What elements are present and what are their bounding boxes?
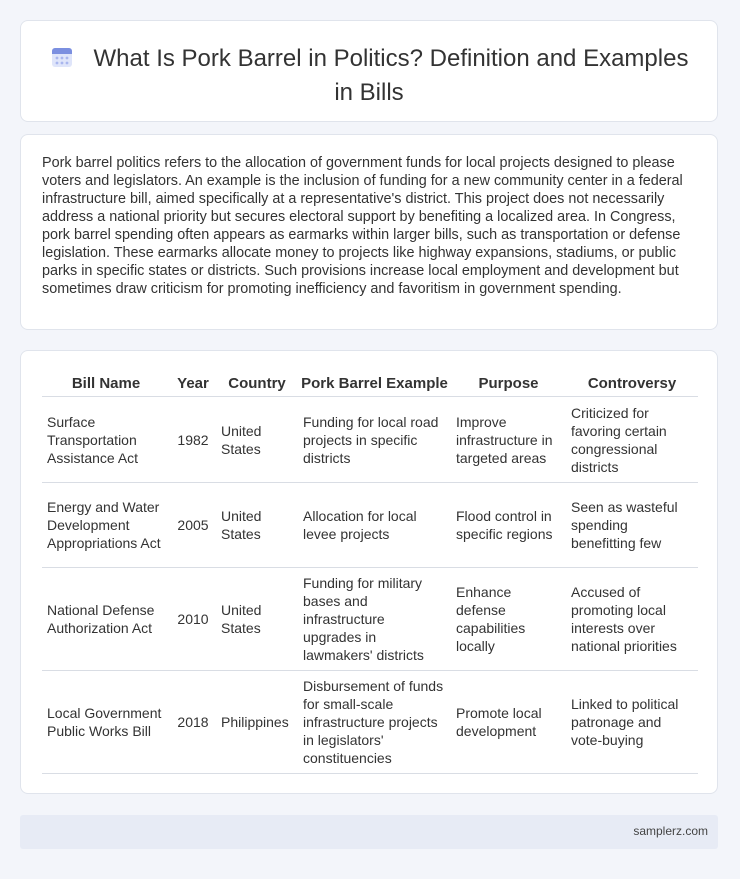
page-title-wrap [41,43,697,108]
header-country: Country [228,375,286,392]
footer-site-link[interactable]: samplerz.com [633,824,708,838]
table-header-row [42,371,698,397]
cell-country: Philippines [216,671,298,774]
cell-purpose: Promote local development [451,671,566,774]
cell-bill-name: Local Government Public Works Bill [42,671,170,774]
header-year: Year [177,375,209,392]
cell-bill-name: National Defense Authorization Act [42,568,170,671]
cell-controversy: Accused of promoting local interests over national priorities [566,568,698,671]
footer-bar [20,815,718,849]
cell-purpose: Improve infrastructure in targeted areas [451,397,566,483]
cell-controversy: Seen as wasteful spending benefitting few [566,483,698,568]
header-bill-name: Bill Name [71,375,141,392]
cell-example: Funding for military bases and infrastructure upgrades in lawmakers' districts [298,568,451,671]
bills-table [42,371,698,774]
table-card [20,350,718,794]
cell-year: 2005 [170,483,216,568]
table-row [42,671,698,774]
cell-year: 2010 [170,568,216,671]
cell-example: Allocation for local levee projects [298,483,451,568]
cell-purpose: Flood control in specific regions [451,483,566,568]
table-row [42,568,698,671]
header-controversy: Controversy [587,375,677,392]
cell-country: United States [216,397,298,483]
table-row [42,483,698,568]
cell-country: United States [216,483,298,568]
intro-card [20,134,718,330]
header-pork-barrel-example: Pork Barrel Example [301,375,448,392]
header-purpose: Purpose [478,375,539,392]
table-row [42,397,698,483]
cell-year: 1982 [170,397,216,483]
cell-purpose: Enhance defense capabilities locally [451,568,566,671]
intro-paragraph: Pork barrel politics refers to the allocation of government funds for local projects designed to please voters and legislators. An example is the inclusion of funding for a new community center in a federal infrastructure bill, aimed specifically at a representative's district. This project does not necessarily address a national priority but secures electoral support by benefiting a localized area. In Congress, pork barrel spending often appears as earmarks within larger bills, such as transportation or defense legislation. These earmarks allocate money to projects like highway expansions, stadiums, or public parks in specific states or districts. Such provisions increase local employment and development but sometimes draw criticism for promoting inefficiency and favoritism in government spending. [42,155,683,297]
cell-country: United States [216,568,298,671]
cell-controversy: Criticized for favoring certain congressional districts [566,397,698,483]
cell-example: Funding for local road projects in specific districts [298,397,451,483]
cell-example: Disbursement of funds for small-scale infrastructure projects in legislators' constituencies [298,671,451,774]
calendar-icon [50,45,74,77]
title-card [20,20,718,122]
cell-year: 2018 [170,671,216,774]
cell-bill-name: Surface Transportation Assistance Act [42,397,170,483]
cell-controversy: Linked to political patronage and vote-buying [566,671,698,774]
cell-bill-name: Energy and Water Development Appropriations Act [42,483,170,568]
page-title: What Is Pork Barrel in Politics? Definition and Examples in Bills [93,45,689,106]
